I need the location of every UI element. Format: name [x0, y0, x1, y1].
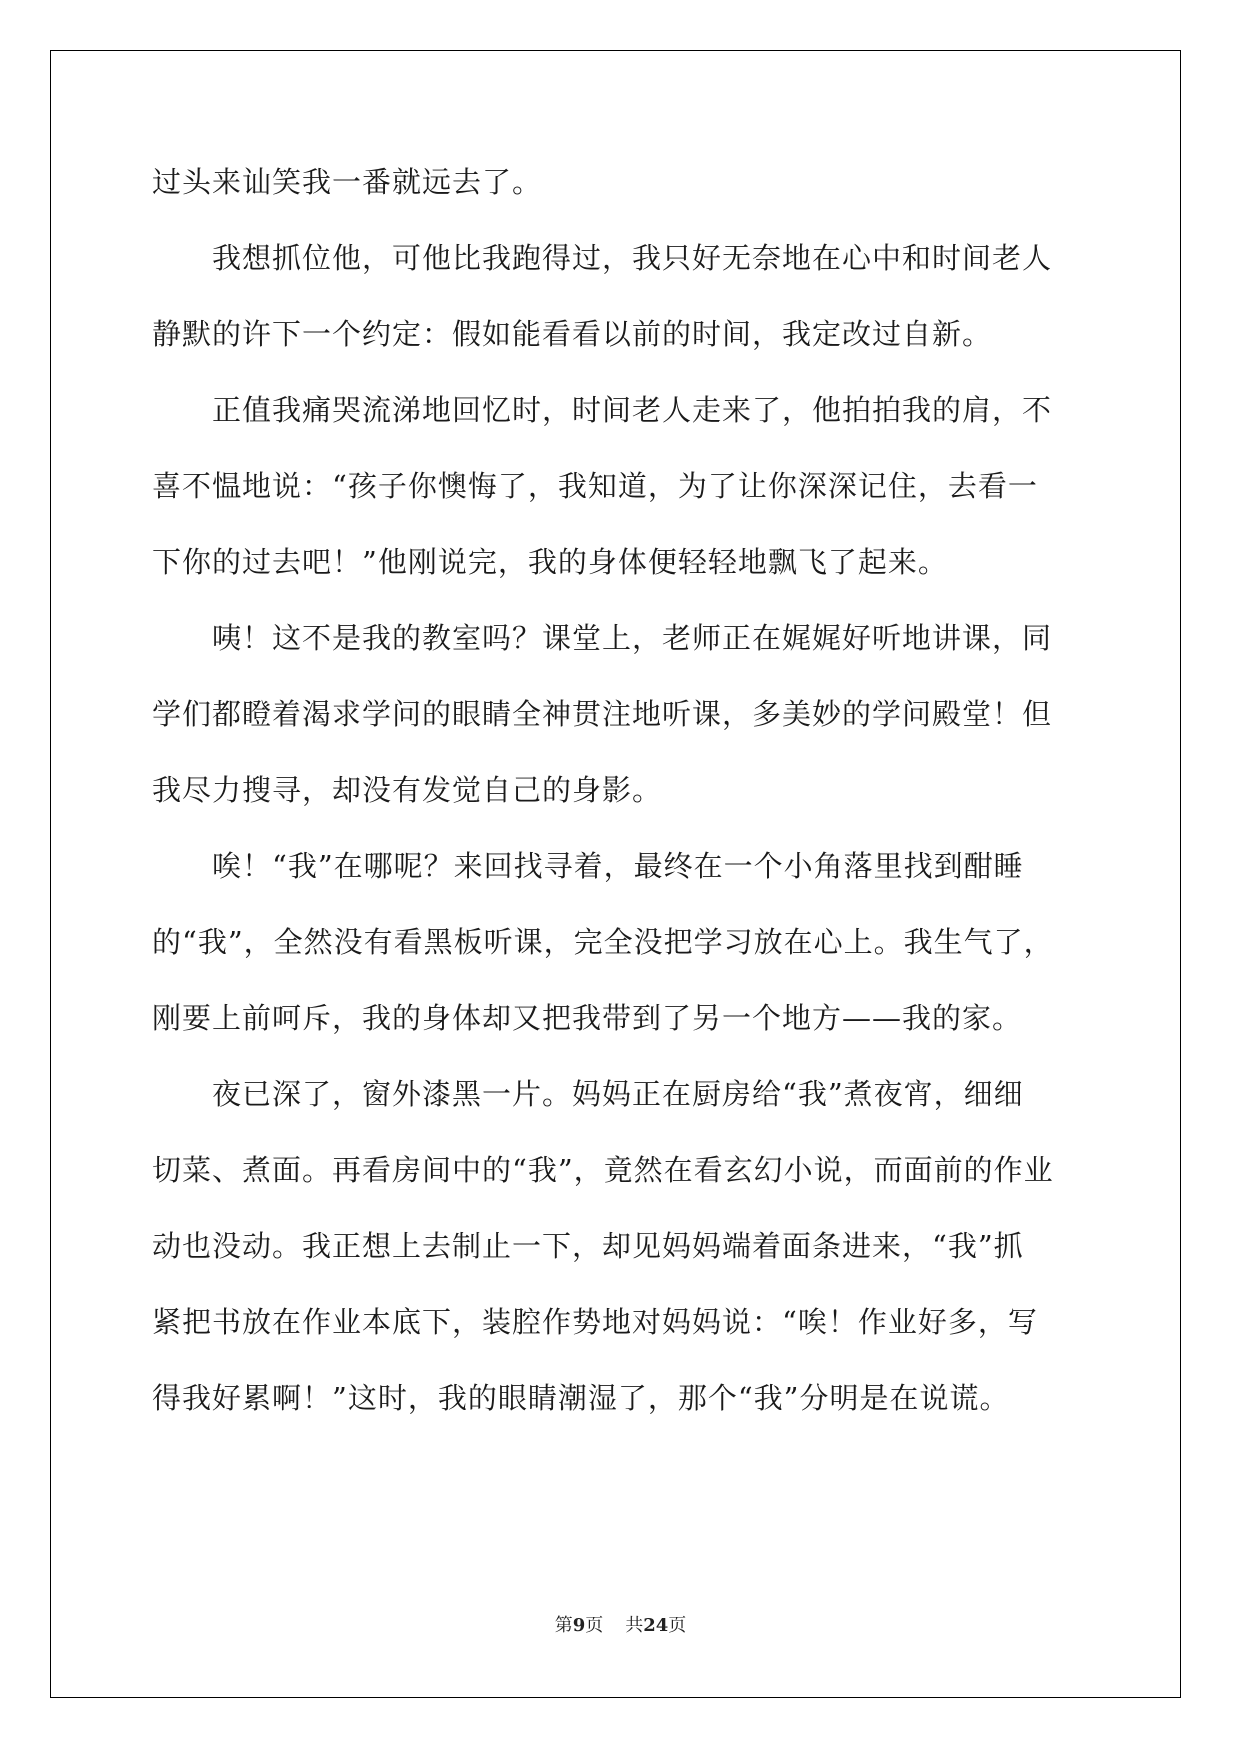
- text-line: 过头来讪笑我一番就远去了。: [152, 165, 543, 199]
- total-label-prefix: 共: [625, 1615, 644, 1636]
- text-line: 动也没动。我正想上去制止一下，却见妈妈端着面条进来，“我”抓: [152, 1229, 1024, 1263]
- text-line: 学们都瞪着渴求学问的眼睛全神贯注地听课，多美妙的学问殿堂！但: [152, 697, 1053, 731]
- text-line: 我想抓位他，可他比我跑得过，我只好无奈地在心中和时间老人: [212, 241, 1053, 275]
- text-line: 的“我”，全然没有看黑板听课，完全没把学习放在心上。我生气了，: [152, 925, 1054, 959]
- total-label-suffix: 页: [668, 1615, 687, 1636]
- page-footer: [0, 1611, 1241, 1637]
- text-line: 唉！“我”在哪呢？来回找寻着，最终在一个小角落里找到酣睡: [212, 849, 1024, 883]
- text-line: 我尽力搜寻，却没有发觉自己的身影。: [152, 773, 663, 807]
- text-line: 咦！这不是我的教室吗？课堂上，老师正在娓娓好听地讲课，同: [212, 621, 1053, 655]
- total-pages: 24: [643, 1615, 669, 1636]
- page-number: 9: [572, 1615, 586, 1636]
- text-line: 紧把书放在作业本底下，装腔作势地对妈妈说：“唉！作业好多，写: [152, 1305, 1038, 1339]
- text-line: 喜不愠地说：“孩子你懊悔了，我知道，为了让你深深记住，去看一: [152, 469, 1038, 503]
- document-body: [152, 160, 1102, 1452]
- text-line: 夜已深了，窗外漆黑一片。妈妈正在厨房给“我”煮夜宵，细细: [212, 1077, 1024, 1111]
- text-line: 刚要上前呵斥，我的身体却又把我带到了另一个地方——我的家。: [152, 1001, 1023, 1035]
- text-line: 得我好累啊！”这时，我的眼睛潮湿了，那个“我”分明是在说谎。: [152, 1381, 1010, 1415]
- text-line: 正值我痛哭流涕地回忆时，时间老人走来了，他拍拍我的肩，不: [212, 393, 1053, 427]
- page-label-prefix: 第: [554, 1615, 573, 1636]
- text-line: 切菜、煮面。再看房间中的“我”，竟然在看玄幻小说，而面前的作业: [152, 1153, 1054, 1187]
- text-line: 静默的许下一个约定：假如能看看以前的时间，我定改过自新。: [152, 317, 993, 351]
- page-label-suffix: 页: [585, 1615, 604, 1636]
- text-line: 下你的过去吧！”他刚说完，我的身体便轻轻地飘飞了起来。: [152, 545, 948, 579]
